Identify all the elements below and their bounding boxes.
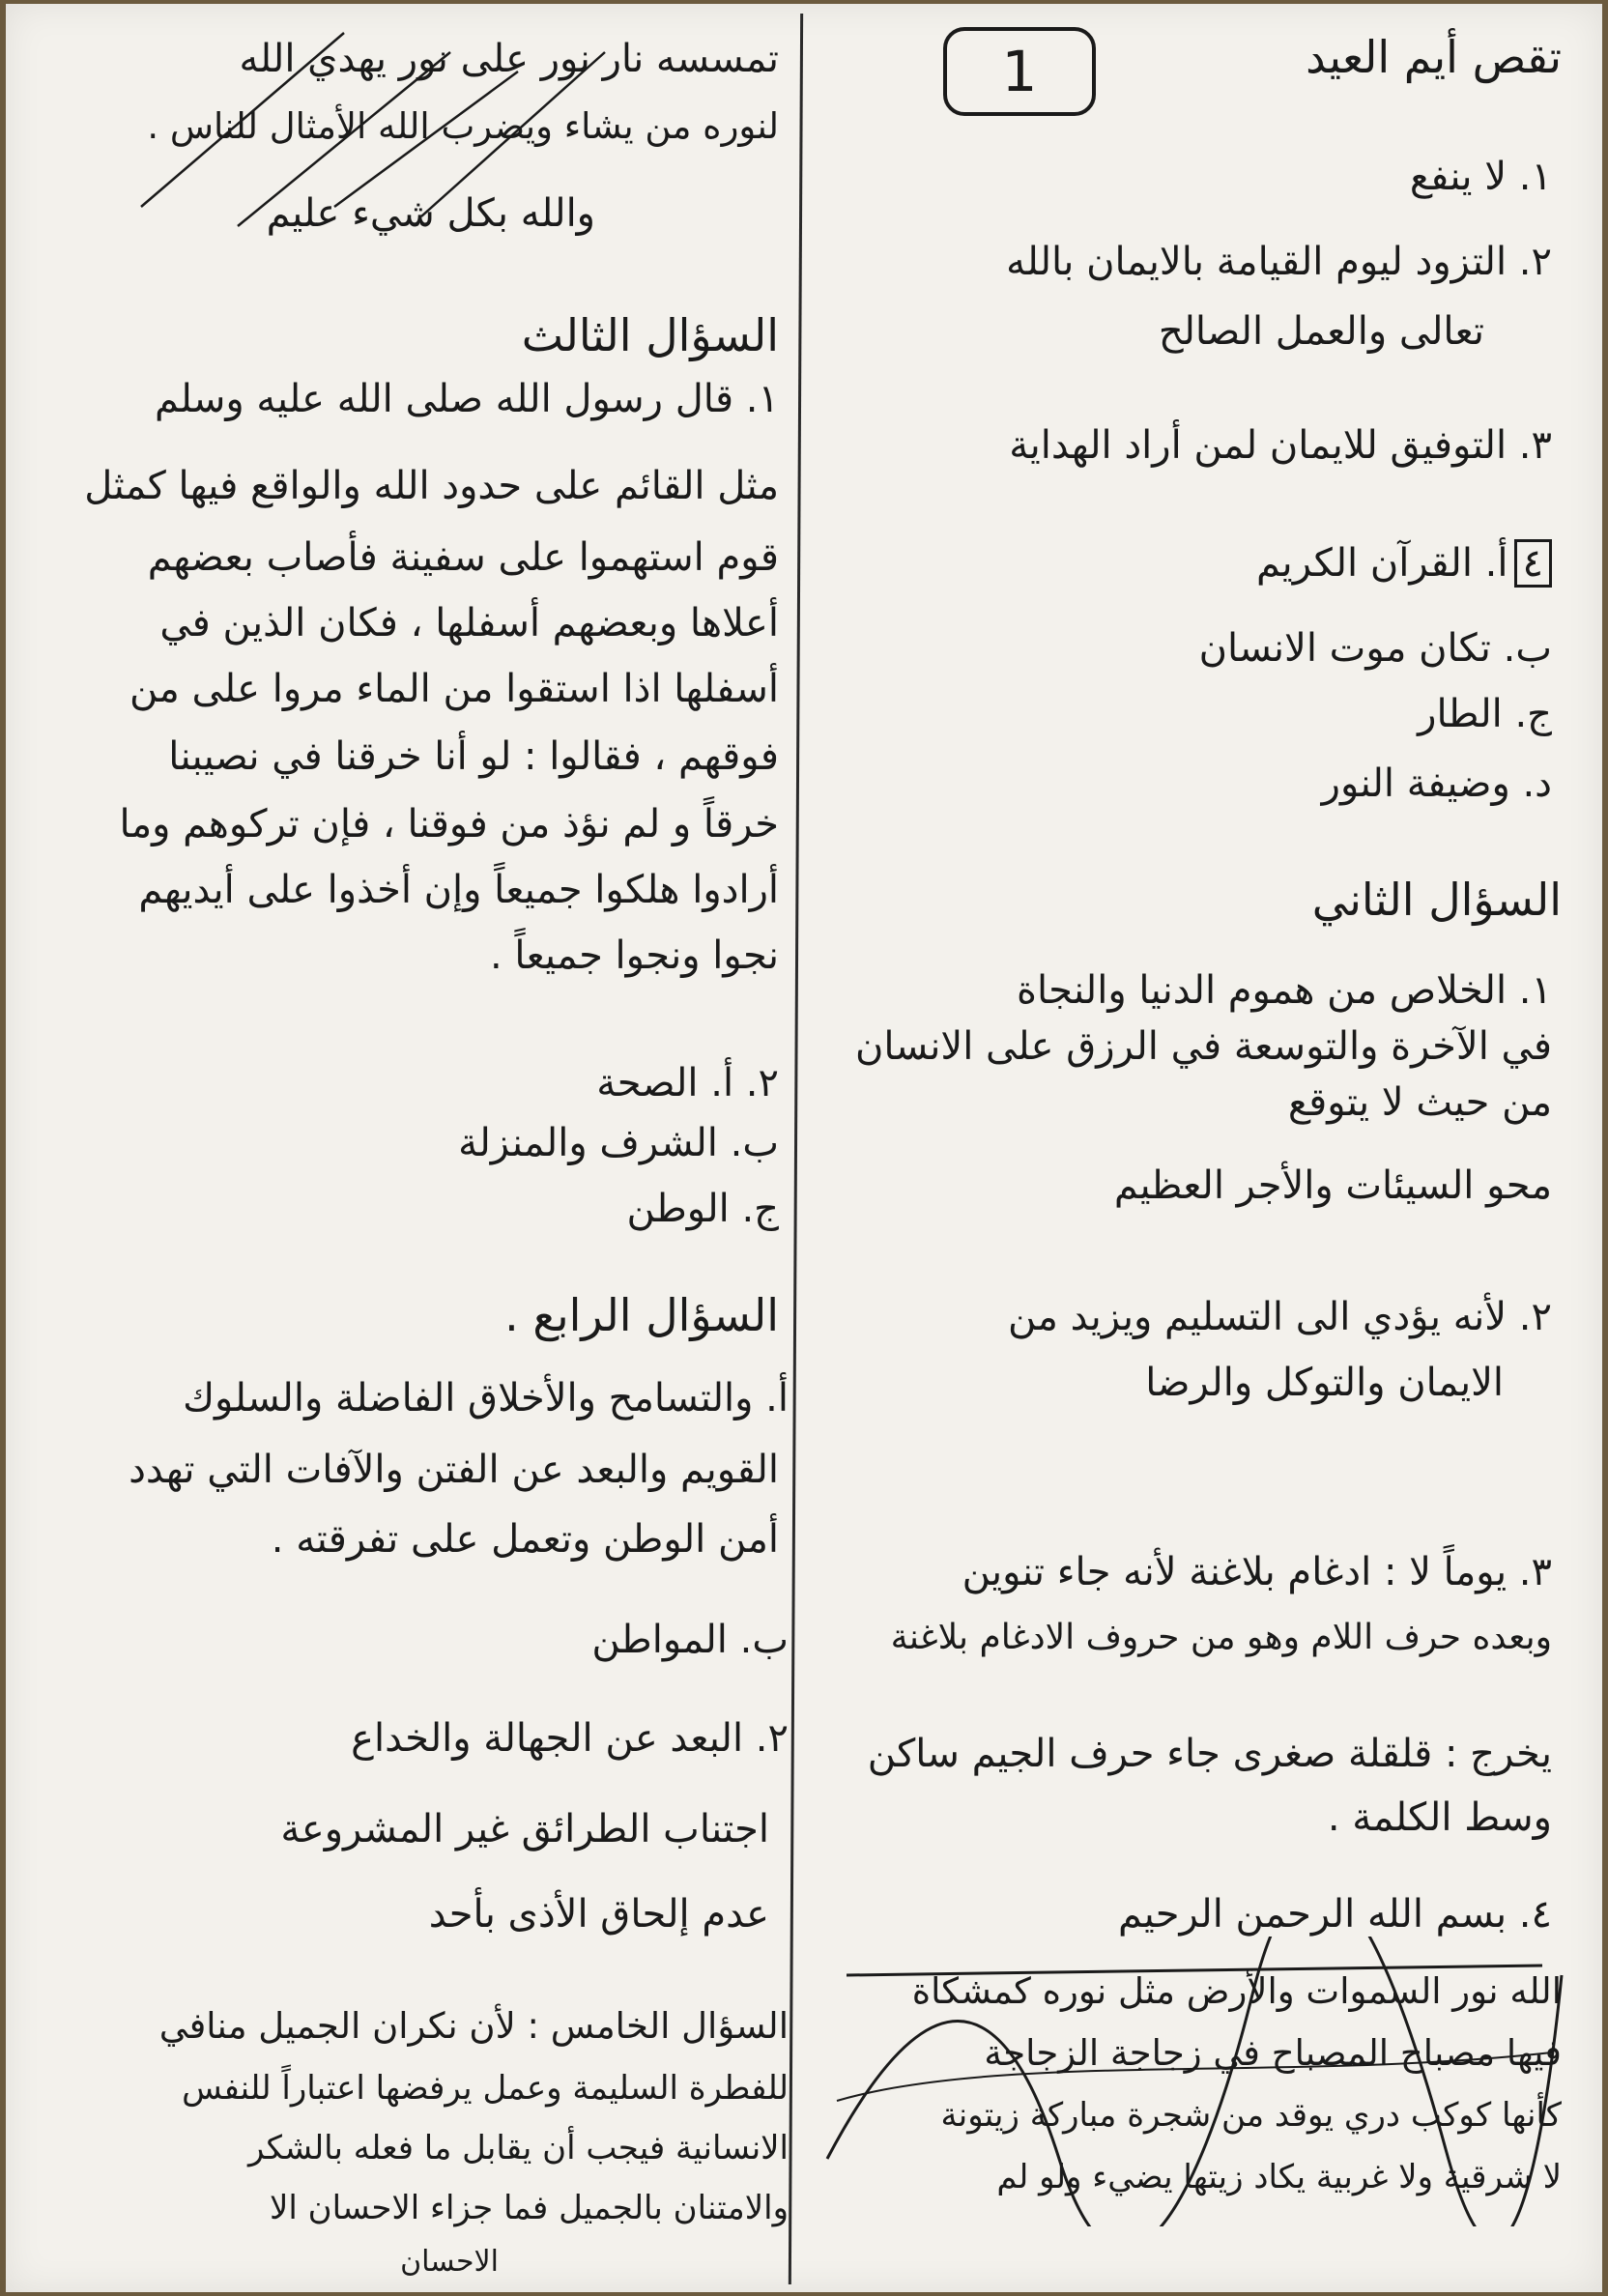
answer-line: ٢. لأنه يؤدي الى التسليم ويزيد من <box>1008 1295 1552 1339</box>
answer-line <box>1256 537 1552 589</box>
answer-line: القويم والبعد عن الفتن والآفات التي تهدد <box>129 1448 779 1492</box>
section-heading: السؤال الثاني <box>1311 874 1562 926</box>
answer-line: خرقاً و لم نؤذ من فوقنا ، فإن تركوهم وما <box>119 802 779 847</box>
answer-line: والله بكل شيء عليم <box>266 191 595 236</box>
answer-line: ١. الخلاص من هموم الدنيا والنجاة <box>1017 968 1552 1013</box>
answer-line: أعلاها وبعضهم أسفلها ، فكان الذين في <box>159 601 779 646</box>
answer-line: للفطرة السليمة وعمل يرفضها اعتباراً للنفس <box>182 2069 789 2108</box>
answer-line: الايمان والتوكل والرضا <box>1145 1361 1504 1405</box>
answer-line: قوم استهموا على سفينة فأصاب بعضهم <box>147 535 779 580</box>
answer-line: ج. الطار <box>1418 692 1552 736</box>
answer-line: ٣. يوماً لا : ادغام بلاغنة لأنه جاء تنوين <box>962 1550 1552 1594</box>
column-divider <box>789 14 803 2284</box>
answer-line: محو السيئات والأجر العظيم <box>1113 1163 1552 1208</box>
answer-line: وبعده حرف اللام وهو من حروف الادغام بلاغنة <box>890 1618 1552 1657</box>
answer-line: ١. لا ينفع <box>1409 155 1552 199</box>
answer-line: من حيث لا يتوقع <box>1287 1080 1552 1125</box>
answer-line: مثل القائم على حدود الله والواقع فيها كمثل <box>84 464 779 508</box>
answer-line: وسط الكلمة . <box>1327 1795 1552 1840</box>
answer-line: أسفلها اذا استقوا من الماء مروا على من <box>129 667 779 711</box>
question-number-box: ٤ <box>1514 539 1552 588</box>
answer-line: الانسانية فيجب أن يقابل ما فعله بالشكر <box>247 2129 789 2167</box>
answer-line: الله نور السموات والأرض مثل نوره كمشكاة <box>911 1970 1562 2012</box>
page-number-box: 1 <box>943 27 1096 116</box>
answer-line: نجوا ونجوا جميعاً . <box>489 933 779 978</box>
answer-line: لا شرقية ولا غربية يكاد زيتها يضيء ولو لم <box>996 2158 1562 2196</box>
answer-line: لنوره من يشاء ويضرب الله الأمثال للناس . <box>147 105 779 147</box>
answer-line: أ. والتسامح والأخلاق الفاضلة والسلوك <box>183 1376 789 1421</box>
answer-line: أمن الوطن وتعمل على تفرقته . <box>271 1517 779 1562</box>
answer-line: السؤال الخامس : لأن نكران الجميل منافي <box>158 2005 789 2047</box>
answer-line: ب. الشرف والمنزلة <box>458 1121 779 1165</box>
answer-line: والامتنان بالجميل فما جزاء الاحسان الا <box>270 2189 789 2227</box>
answer-text: أ. القرآن الكريم <box>1255 541 1508 586</box>
answer-line: فيها مصباح المصباح في زجاجة الزجاجة <box>984 2032 1562 2074</box>
answer-line: ٢. التزود ليوم القيامة بالايمان بالله <box>1006 240 1552 284</box>
answer-line: تمسسه نار نور على نور يهدي الله <box>239 37 779 81</box>
sheet-title: تقص أيم العيد <box>1306 31 1562 83</box>
answer-line: أرادوا هلكوا جميعاً وإن أخذوا على أيديهم <box>138 868 779 912</box>
answer-line: كأنها كوكب دري يوقد من شجرة مباركة زيتونة <box>940 2096 1562 2135</box>
left-column <box>25 4 789 2292</box>
answer-line: يخرج : قلقلة صغرى جاء حرف الجيم ساكن <box>867 1732 1552 1776</box>
answer-line: في الآخرة والتوسعة في الرزق على الانسان <box>855 1024 1552 1069</box>
answer-line: الاحسان <box>400 2245 499 2279</box>
answer-line: اجتناب الطرائق غير المشروعة <box>280 1807 769 1851</box>
answer-line: ٢. أ. الصحة <box>596 1061 779 1105</box>
answer-line: ١. قال رسول الله صلى الله عليه وسلم <box>155 377 779 421</box>
answer-line: ٣. التوفيق للايمان لمن أراد الهداية <box>1009 423 1552 468</box>
answer-line: تعالى والعمل الصالح <box>1158 309 1484 354</box>
answer-line: عدم إلحاق الأذى بأحد <box>428 1892 769 1937</box>
answer-line: فوقهم ، فقالوا : لو أنا خرقنا في نصيبنا <box>168 734 779 779</box>
answer-line: ب. تكان موت الانسان <box>1198 626 1552 671</box>
answer-line: ب. المواطن <box>591 1618 789 1662</box>
section-heading: السؤال الرابع . <box>504 1289 779 1341</box>
answer-line: د. وضيفة النور <box>1321 761 1552 806</box>
section-heading: السؤال الثالث <box>521 309 779 361</box>
answer-line: ج. الوطن <box>626 1187 779 1231</box>
answer-line: ٢. البعد عن الجهالة والخداع <box>351 1716 789 1761</box>
exam-answer-sheet <box>6 4 1602 2292</box>
answer-line: ٤. بسم الله الرحمن الرحيم <box>1118 1892 1552 1937</box>
right-column <box>808 4 1581 2292</box>
